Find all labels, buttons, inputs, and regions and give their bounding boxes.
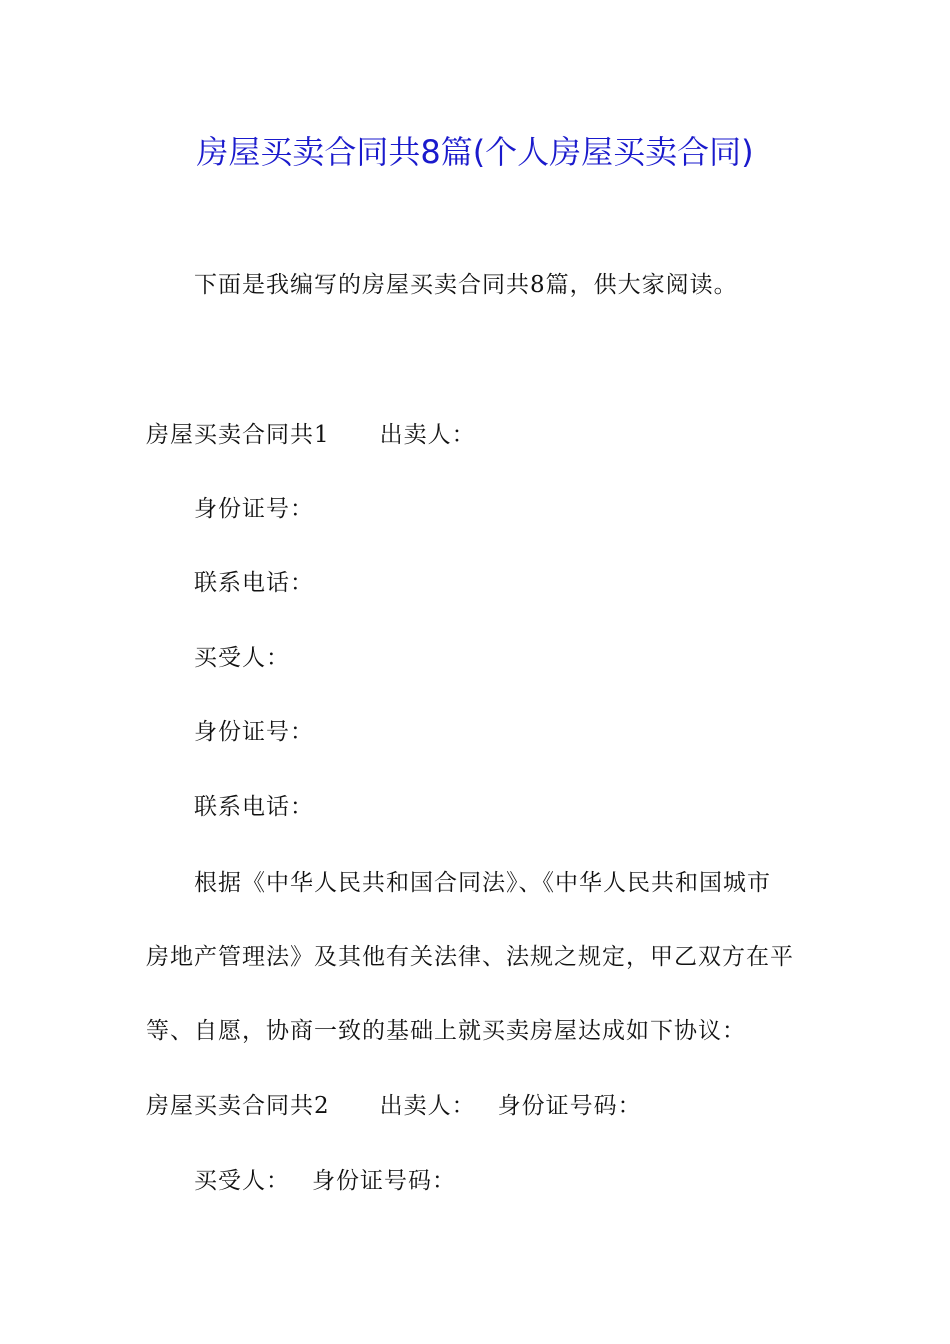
document-title: 房屋买卖合同共8篇(个人房屋买卖合同): [196, 133, 754, 171]
contract1-header-line: [146, 418, 476, 452]
contract2-header-line: [146, 1089, 642, 1123]
contract2-buyer-line: [194, 1164, 456, 1198]
contract2-seller-id-label: 身份证号码：: [497, 1093, 642, 1119]
contract1-buyer-phone-label: 联系电话：: [194, 794, 314, 820]
intro-paragraph: 下面是我编写的房屋买卖合同共8篇，供大家阅读。: [194, 272, 738, 298]
contract2-heading: 房屋买卖合同共2: [146, 1093, 330, 1119]
contract1-buyer-label: 买受人：: [194, 645, 290, 671]
contract1-buyer-id-label: 身份证号：: [194, 719, 314, 745]
contract2-seller-label: 出卖人：: [379, 1093, 476, 1119]
contract1-seller-label: 出卖人：: [379, 422, 476, 448]
contract1-seller-id-label: 身份证号：: [194, 496, 314, 522]
contract2-buyer-id-label: 身份证号码：: [312, 1168, 456, 1194]
contract1-heading: 房屋买卖合同共1: [146, 422, 330, 448]
contract1-paragraph-line-1: 根据《中华人民共和国合同法》、《中华人民共和国城市: [194, 870, 771, 896]
contract1-paragraph-line-3: 等、自愿，协商一致的基础上就买卖房屋达成如下协议：: [146, 1018, 746, 1044]
contract1-seller-phone-label: 联系电话：: [194, 570, 314, 596]
contract1-paragraph-line-2: 房地产管理法》及其他有关法律、法规之规定，甲乙双方在平: [146, 944, 794, 970]
contract2-buyer-label: 买受人：: [194, 1168, 290, 1194]
